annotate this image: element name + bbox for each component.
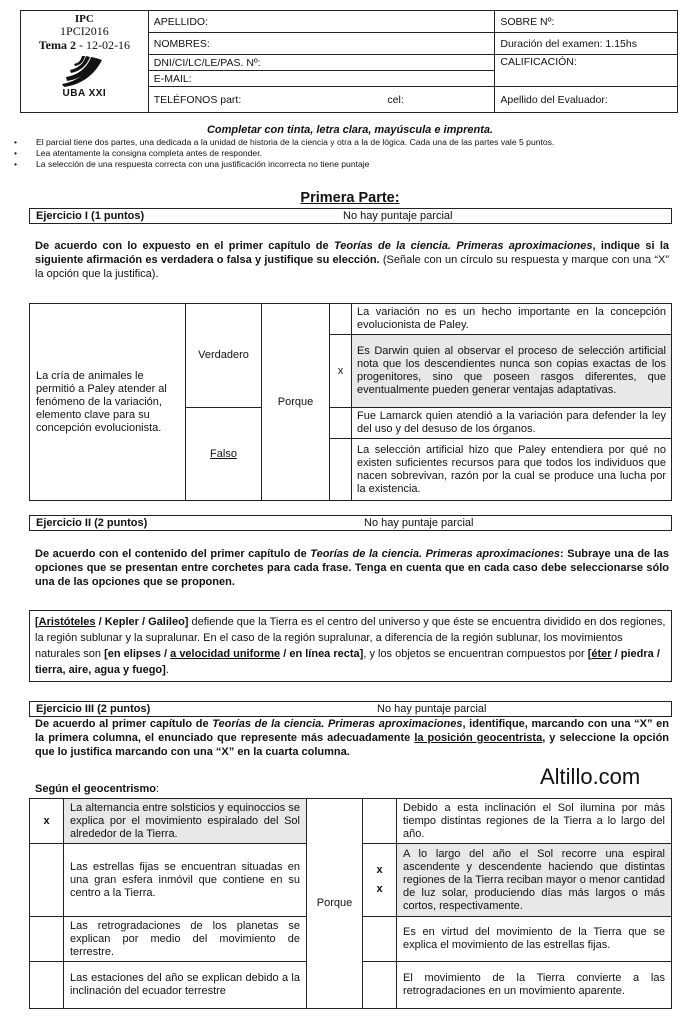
email-field[interactable]: E-MAIL:: [148, 71, 495, 87]
exercise-1-note: No hay puntaje parcial: [343, 210, 453, 222]
porque-label: Porque: [307, 799, 363, 1009]
exercise-1-prompt: De acuerdo con lo expuesto en el primer capítulo de Teorías de la ciencia. Primeras aproximaciones, indique si la siguiente afirmación es verdadera o falsa y justifique su elección. (Señale con un círculo su respuesta y marque con una “X” la opción que la justifica).: [35, 240, 670, 280]
exercise-3-table: [29, 798, 672, 1009]
option-falso[interactable]: Falso: [186, 408, 262, 501]
exercise-3-header: [29, 701, 672, 717]
option-verdadero[interactable]: Verdadero: [186, 304, 262, 408]
porque-label: Porque: [262, 304, 330, 501]
duration-label: Duración del examen: 1.15hs: [495, 33, 678, 55]
geocentrism-label: Según el geocentrismo:: [35, 783, 160, 795]
mark-cell[interactable]: [30, 962, 64, 1009]
mark-cell[interactable]: [330, 439, 352, 501]
evaluator-field[interactable]: Apellido del Evaluador:: [495, 87, 678, 113]
course-code: 1PCI2016: [60, 24, 109, 38]
mark-cell[interactable]: [30, 917, 64, 962]
exercise-2-box: [Aristóteles / Kepler / Galileo] defiende que la Tierra es el centro del universo y que éste se encuentra dividido en dos regiones, la región sublunar y la supralunar. En el caso de la región supralunar, a diferencia de la región sublunar, los movimientos naturales son [en elipses / a velocidad uniforme / en línea recta], y los objetos se encuentran compuestos por [éter / piedra / tierra, aire, agua y fuego].: [29, 610, 672, 682]
list-item: • El parcial tiene dos partes, una dedicada a la unidad de historia de la ciencia y otra a la de lógica. Cada una de las partes vale 5 puntos.: [14, 137, 694, 148]
mark-cell[interactable]: [30, 844, 64, 917]
course-info: [21, 11, 149, 113]
mark-cell[interactable]: [363, 799, 397, 844]
mark-cell[interactable]: [363, 962, 397, 1009]
justification-1: Debido a esta inclinación el Sol ilumina por más tiempo distintas regiones de la Tierra a lo largo del año.: [397, 799, 672, 844]
exercise-3-title: Ejercicio III (2 puntos): [36, 703, 151, 715]
phone-field[interactable]: TELÉFONOS part: cel:: [148, 87, 495, 113]
justification-2: A lo largo del año el Sol recorre una espiral ascendente y descendente haciendo que distintas regiones de la Tierra reciban mayor o menor cantidad de luz solar, produciendo días más largos o más cortos, respectivamente.: [397, 844, 672, 917]
list-item: • Lea atentamente la consigna completa antes de responder.: [14, 148, 694, 159]
subject-code: IPC: [74, 13, 94, 25]
mark-cell[interactable]: [363, 917, 397, 962]
exam-topic: Tema 2 - 12-02-16: [38, 38, 130, 52]
exercise-2-prompt: De acuerdo con el contenido del primer capítulo de Teorías de la ciencia. Primeras aproximaciones: Subraye una de las opciones que se presentan entre corchetes para cada frase. Tenga en cuenta que en cada caso debe seleccionarse sólo una de las opciones que se proponen.: [35, 548, 670, 588]
statement-3: Las retrogradaciones de los planetas se explican por medio del movimiento de terrestre.: [64, 917, 307, 962]
mark-cell[interactable]: [330, 408, 352, 439]
exercise-3-prompt: De acuerdo al primer capítulo de Teorías de la ciencia. Primeras aproximaciones, identifique, marcando con una “X” en la primera columna, el enunciado que represente más adecuadamente la posición geocentrista, y seleccione la opción que lo justifica marcando con una “X” en la cuarta columna.: [35, 718, 670, 758]
justification-1: La variación no es un hecho importante en la concepción evolucionista de Paley.: [352, 304, 672, 335]
exercise-2-header: [29, 515, 672, 531]
justification-3: Es en virtud del movimiento de la Tierra que se explica el movimiento de las estrellas fijas.: [397, 917, 672, 962]
justification-4: El movimiento de la Tierra convierte a las retrogradaciones en un movimiento aparente.: [397, 962, 672, 1009]
instructions-list: [14, 137, 694, 170]
exercise-3-note: No hay puntaje parcial: [377, 703, 487, 715]
statement-2: Las estrellas fijas se encuentran situadas en una gran esfera inmóvil que contiene en su centro a la Tierra.: [64, 844, 307, 917]
dni-field[interactable]: DNI/CI/LC/LE/PAS. Nº:: [148, 55, 495, 71]
header-table: [20, 10, 678, 113]
mark-cell[interactable]: x: [330, 335, 352, 408]
list-item: • La selección de una respuesta correcta con una justificación incorrecta no tiene puntaje: [14, 159, 694, 170]
instructions-title: Completar con tinta, letra clara, mayúscula e imprenta.: [206, 124, 494, 136]
selected-option: Aristóteles: [38, 616, 96, 628]
exercise-1-table: [29, 303, 672, 501]
part-title: Primera Parte:: [300, 190, 400, 206]
exercise-2-title: Ejercicio II (2 puntos): [36, 517, 148, 529]
selected-option: a velocidad uniforme: [170, 648, 281, 660]
justification-3: Fue Lamarck quien atendió a la variación para defender la ley del uso y del desuso de los órganos.: [352, 408, 672, 439]
exercise-2-note: No hay puntaje parcial: [364, 517, 474, 529]
statement-4: Las estaciones del año se explican debido a la inclinación del ecuador terrestre: [64, 962, 307, 1009]
watermark-text: Altillo.com: [540, 764, 641, 789]
justification-4: La selección artificial hizo que Paley entendiera por qué no existen suficientes recursos para que todos los individuos que nacen sobrevivan, razón por la cual se produce una lucha por la existencia.: [352, 439, 672, 501]
mark-cell[interactable]: x x: [363, 844, 397, 917]
statement-1: La alternancia entre solsticios y equinoccios se explica por el movimiento espiralado del Sol alrededor de la Tierra.: [64, 799, 307, 844]
exercise-1-title: Ejercicio I (1 puntos): [36, 210, 145, 222]
exercise-1-header: [29, 208, 672, 224]
logo-text: UBA XXI: [62, 88, 107, 99]
mark-cell[interactable]: [330, 304, 352, 335]
exercise-1-statement: La cría de animales le permitió a Paley atender al fenómeno de la variación, elemento clave para su concepción evolucionista.: [30, 304, 186, 501]
grade-field[interactable]: CALIFICACIÓN:: [495, 55, 678, 87]
apellido-field[interactable]: APELLIDO:: [148, 11, 495, 33]
uba-logo-icon: [56, 54, 112, 88]
sobre-field[interactable]: SOBRE Nº:: [495, 11, 678, 33]
justification-2: Es Darwin quien al observar el proceso de selección artificial nota que los descendientes nunca son copias exactas de los progenitores, sino que poseen rasgos diferentes, que eventualmente pueden generar ventajas adaptativas.: [352, 335, 672, 408]
mark-cell[interactable]: x: [30, 799, 64, 844]
selected-option: éter: [591, 648, 612, 660]
nombres-field[interactable]: NOMBRES:: [148, 33, 495, 55]
